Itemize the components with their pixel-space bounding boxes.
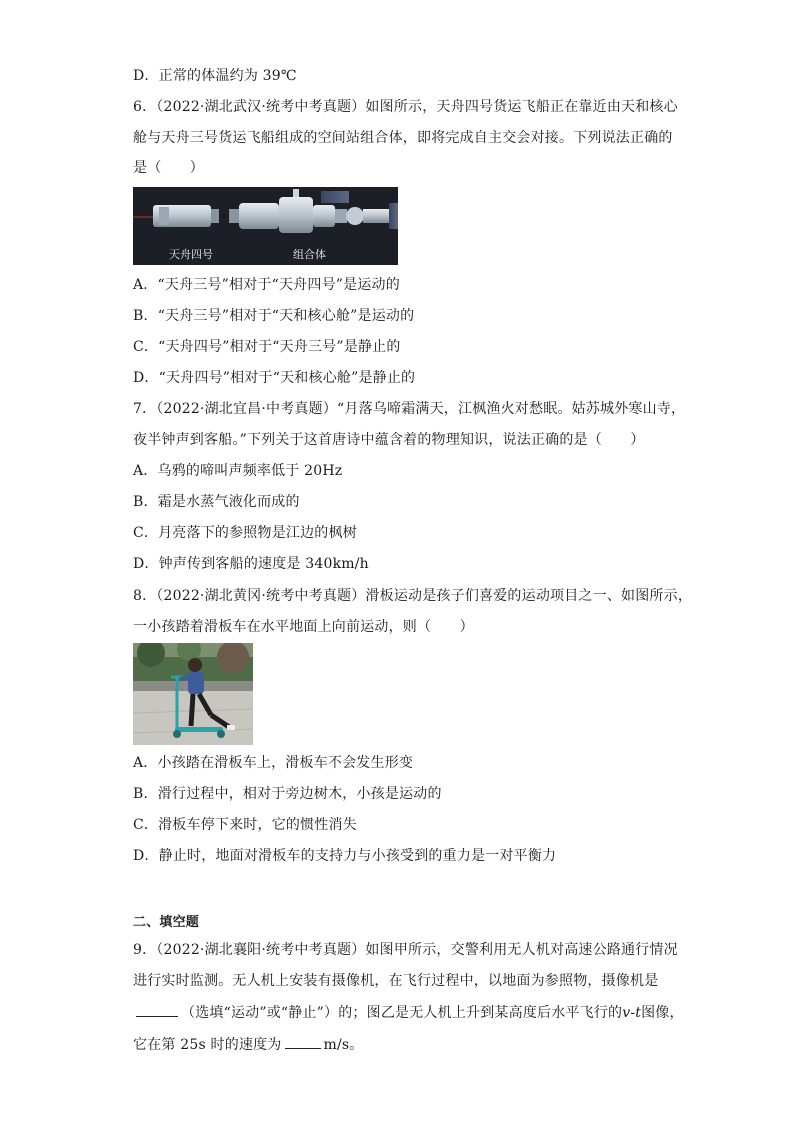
q7-option-a: A．乌鸦的啼叫声频率低于 20Hz: [133, 463, 343, 479]
q8-stem-line1: 8．（2022·湖北黄冈·统考中考真题）滑板运动是孩子们喜爱的运动项目之一、如图所示，: [133, 588, 693, 604]
q7-option-b: B．霜是水蒸气液化而成的: [133, 494, 300, 510]
space-station-figure: [133, 187, 398, 265]
answer-blank-2[interactable]: [285, 1034, 321, 1049]
q8-option-d: D．静止时，地面对滑板车的支持力与小孩受到的重力是一对平衡力: [133, 848, 557, 864]
q8-option-b: B．滑行过程中，相对于旁边树木，小孩是运动的: [133, 786, 442, 802]
q6-option-d: D．“天舟四号”相对于“天和核心舱”是静止的: [133, 370, 416, 386]
q7-stem-line2: 夜半钟声到客船。”下列关于这首唐诗中蕴含着的物理知识，说法正确的是（ ）: [133, 432, 645, 448]
q6-stem-line1: 6．（2022·湖北武汉·统考中考真题）如图所示，天舟四号货运飞船正在靠近由天和核心: [133, 99, 678, 115]
q7-option-d: D．钟声传到客船的速度是 340km/h: [133, 556, 369, 572]
assembly-label: 组合体: [293, 248, 326, 261]
q9-stem-line3: [133, 1002, 684, 1023]
q9-stem-line2: 进行实时监测。无人机上安装有摄像机，在飞行过程中，以地面为参照物，摄像机是: [133, 973, 659, 989]
q6-option-b: B．“天舟三号”相对于“天和核心舱”是运动的: [133, 308, 415, 324]
q9-stem-line4: [133, 1034, 363, 1055]
q8-option-a: A．小孩踏在滑板车上，滑板车不会发生形变: [133, 755, 414, 771]
q6-stem-line2: 舱与天舟三号货运飞船组成的空间站组合体，即将完成自主交会对接。下列说法正确的: [133, 130, 673, 146]
q6-option-c: C．“天舟四号”相对于“天舟三号”是静止的: [133, 339, 401, 355]
q8-option-c: C．滑板车停下来时，它的惯性消失: [133, 817, 357, 833]
q7-stem-line1: 7．（2022·湖北宜昌·中考真题）“月落乌啼霜满天，江枫渔火对愁眠。姑苏城外寒山寺，: [133, 401, 686, 417]
q8-stem-line2: 一小孩踏着滑板车在水平地面上向前运动，则（ ）: [133, 619, 474, 635]
child-scooter-photo: [133, 643, 253, 745]
vt-symbol: v-t: [622, 1005, 642, 1021]
q6-stem-line3: 是（ ）: [133, 160, 204, 176]
q9-line3-text: （选填“运动”或“静止”）的；图乙是无人机上升到某高度后水平飞行的: [181, 1005, 623, 1021]
q9-stem-line1: 9．（2022·湖北襄阳·统考中考真题）如图甲所示，交警利用无人机对高速公路通行情况: [133, 942, 678, 958]
section-heading-fill-in: 二、填空题: [133, 915, 200, 930]
tianzhou4-label: 天舟四号: [169, 248, 213, 261]
q9-line4-text: 它在第 25s 时的速度为: [133, 1037, 282, 1053]
q5-option-d: D．正常的体温约为 39℃: [133, 68, 297, 84]
q9-line4-unit: m/s。: [323, 1037, 364, 1053]
scooter-illustration: [133, 643, 253, 745]
q9-line3-tail: 图像，: [641, 1005, 684, 1021]
q7-option-c: C．月亮落下的参照物是江边的枫树: [133, 525, 357, 541]
q6-option-a: A．“天舟三号”相对于“天舟四号”是运动的: [133, 277, 400, 293]
answer-blank-1[interactable]: [136, 1002, 178, 1017]
